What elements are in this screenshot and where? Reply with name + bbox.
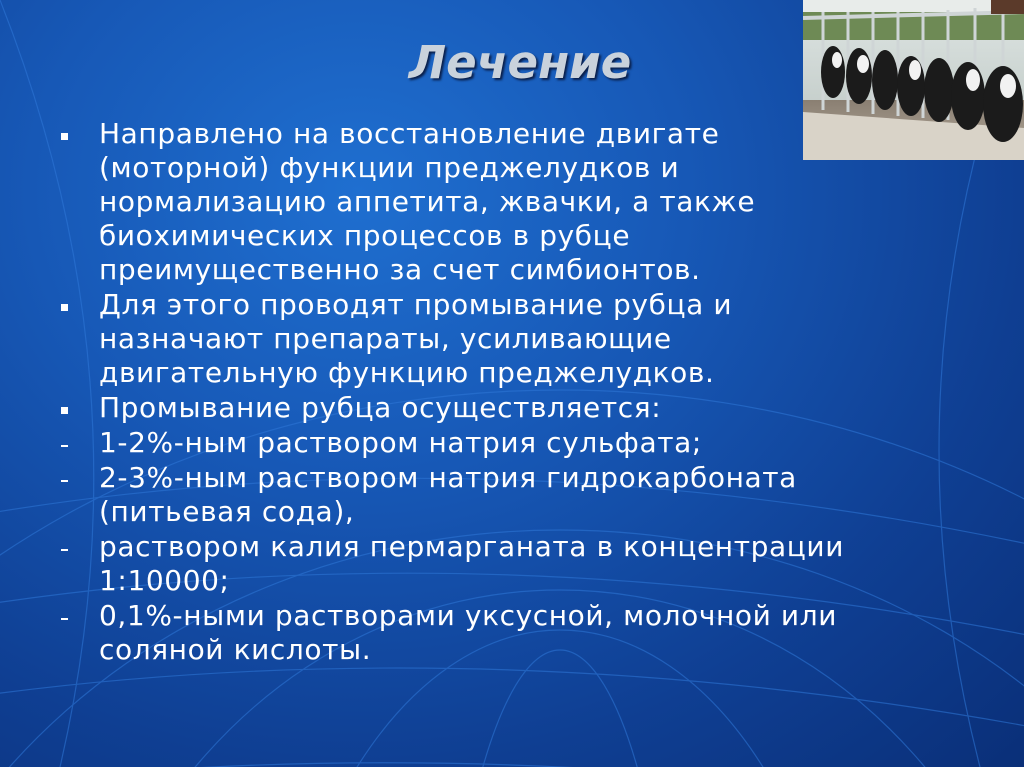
list-item-line: двигательную функцию преджелудков. (99, 356, 715, 389)
slide-title: Лечение (408, 36, 632, 89)
list-item (99, 391, 999, 425)
list-item-line: 1-2%-ным раствором натрия сульфата; (99, 426, 702, 459)
list-item-line: Для этого проводят промывание рубца и (99, 288, 733, 321)
list-item-line: (моторной) функции преджелудков и (99, 151, 680, 184)
list-item-line: назначают препараты, усиливающие (99, 322, 672, 355)
bullet-dash-icon (61, 618, 68, 620)
list-item (99, 599, 999, 667)
bullet-square-icon (61, 304, 68, 311)
list-item-line: 1:10000; (99, 564, 230, 597)
list-item-line: преимущественно за счет симбионтов. (99, 253, 701, 286)
bullet-dash-icon (61, 480, 68, 482)
list-item-line: 2-3%-ным раствором натрия гидрокарбоната (99, 461, 797, 494)
list-item-line: нормализацию аппетита, жвачки, а также (99, 185, 756, 218)
list-item (99, 426, 999, 460)
list-item-line: Промывание рубца осуществляется: (99, 391, 662, 424)
bullet-dash-icon (61, 445, 68, 447)
list-item (99, 288, 999, 390)
list-item-line: раствором калия пермарганата в концентрации (99, 530, 845, 563)
list-item-line: соляной кислоты. (99, 633, 372, 666)
list-item (99, 530, 999, 598)
bullet-dash-icon (61, 549, 68, 551)
list-item-line: (питьевая сода), (99, 495, 355, 528)
list-item (99, 461, 999, 529)
list-item-line: Направлено на восстановление двигате (99, 117, 720, 150)
list-item-line: биохимических процессов в рубце (99, 219, 631, 252)
list-item (99, 117, 999, 287)
list-item-line: 0,1%-ными растворами уксусной, молочной или (99, 599, 838, 632)
bullet-square-icon (61, 133, 68, 140)
bullet-square-icon (61, 407, 68, 414)
